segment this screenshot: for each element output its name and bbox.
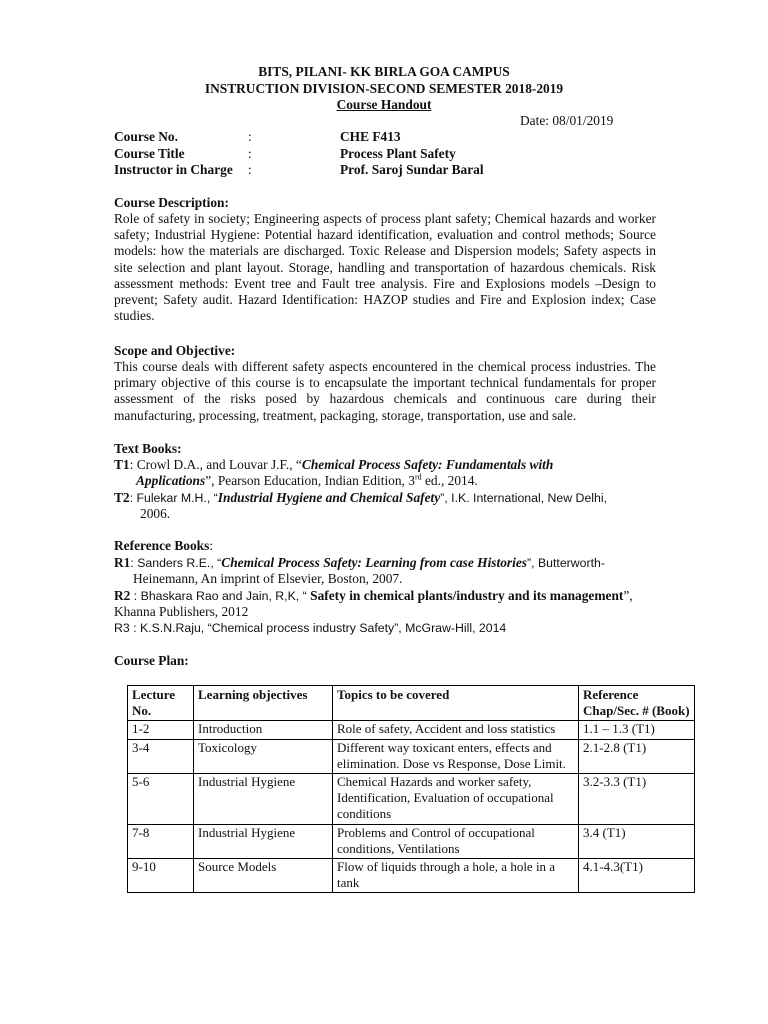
r1-pub2: Heinemann, An imprint of Elsevier, Boston, 2007. bbox=[133, 571, 403, 586]
cell-topics: Problems and Control of occupational conditions, Ventilations bbox=[333, 824, 579, 858]
reference-books-title: Reference Books bbox=[114, 538, 210, 553]
table-row bbox=[128, 824, 695, 858]
text-book-t1-cont bbox=[136, 473, 478, 489]
reference-r2 bbox=[114, 588, 633, 604]
reference-r2-cont bbox=[114, 604, 248, 620]
table-row bbox=[128, 739, 695, 773]
cell-objective: Industrial Hygiene bbox=[194, 824, 333, 858]
col-header-reference: Reference Chap/Sec. # (Book) bbox=[579, 686, 695, 721]
col-header-lecture: Lecture No. bbox=[128, 686, 194, 721]
cell-reference: 4.1-4.3(T1) bbox=[579, 859, 695, 893]
table-row bbox=[128, 774, 695, 825]
r1-authors: : Sanders R.E., “ bbox=[130, 556, 222, 570]
instructor-row bbox=[114, 162, 674, 179]
reference-r3: R3 : K.S.N.Raju, “Chemical process industry Safety”, McGraw-Hill, 2014 bbox=[114, 621, 507, 635]
division-heading: INSTRUCTION DIVISION-SECOND SEMESTER 2018-2019 bbox=[204, 81, 564, 96]
text-book-t2-cont bbox=[140, 506, 170, 522]
r1-pub: ”, Butterworth- bbox=[527, 556, 605, 570]
course-plan-title: Course Plan: bbox=[114, 653, 189, 668]
r2-authors: : Bhaskara Rao and Jain, R,K, “ bbox=[130, 589, 311, 603]
t1-sup: rd bbox=[414, 472, 422, 482]
r1-id: R1 bbox=[114, 555, 131, 570]
t1-authors: : Crowl D.A., and Louvar J.F., “ bbox=[129, 457, 302, 472]
t2-title: Industrial Hygiene and Chemical Safety bbox=[217, 490, 441, 505]
cell-topics: Different way toxicant enters, effects and elimination. Dose vs Response, Dose Limit. bbox=[333, 739, 579, 773]
cell-topics: Role of safety, Accident and loss statistics bbox=[333, 721, 579, 739]
r1-title: Chemical Process Safety: Learning from case Histories bbox=[221, 555, 528, 570]
description-text: Role of safety in society; Engineering aspects of process plant safety; Chemical hazards and worker safety; Industrial Hygiene: Potential hazard identification, evaluation and control methods; Source models: how the materials are discharged. Toxic Release and Dispersion models; Safety aspects in site selection and plant layout. Storage, handling and transportation of hazardous chemicals. Risk assessment methods: Event tree and Fault tree analysis. Fire and Explosions models –Design to prevent; Safety audit. Hazard Identification: HAZOP studies and Fire and Explosion index; Case studies. bbox=[114, 211, 656, 324]
institution-heading: BITS, PILANI- KK BIRLA GOA CAMPUS bbox=[258, 64, 510, 79]
cell-reference: 2.1-2.8 (T1) bbox=[579, 739, 695, 773]
reference-r1 bbox=[114, 555, 605, 571]
t1-title-a: Chemical Process Safety: Fundamentals with bbox=[301, 457, 554, 472]
r2-pub2: Khanna Publishers, 2012 bbox=[114, 604, 249, 619]
cell-lecture: 1-2 bbox=[128, 721, 194, 739]
course-no-label: Course No. bbox=[114, 129, 178, 144]
cell-lecture: 3-4 bbox=[128, 739, 194, 773]
course-title-row bbox=[114, 146, 674, 163]
cell-reference: 1.1 – 1.3 (T1) bbox=[579, 721, 695, 739]
t1-pub: ”, Pearson Education, Indian Edition, 3 bbox=[205, 473, 415, 488]
reference-books-colon: : bbox=[209, 538, 214, 553]
r2-title: Safety in chemical plants/industry and its management bbox=[310, 588, 624, 603]
t2-year: 2006. bbox=[140, 506, 171, 521]
text-book-t2 bbox=[114, 490, 607, 506]
course-no-row bbox=[114, 129, 674, 146]
table-row bbox=[128, 721, 695, 739]
cell-lecture: 5-6 bbox=[128, 774, 194, 825]
course-title-sep: : bbox=[248, 146, 252, 161]
description-title: Course Description: bbox=[114, 195, 229, 210]
course-title-label: Course Title bbox=[114, 146, 185, 161]
instructor-label: Instructor in Charge bbox=[114, 162, 233, 177]
t2-authors: : Fulekar M.H., “ bbox=[129, 491, 218, 505]
table-header-row bbox=[128, 686, 695, 721]
col-header-topics: Topics to be covered bbox=[333, 686, 579, 721]
reference-books-title-wrap bbox=[114, 538, 213, 554]
cell-objective: Toxicology bbox=[194, 739, 333, 773]
table-row bbox=[128, 859, 695, 893]
instructor-sep: : bbox=[248, 162, 252, 177]
doc-title: Course Handout bbox=[336, 97, 432, 112]
reference-r1-cont bbox=[133, 571, 402, 587]
cell-reference: 3.2-3.3 (T1) bbox=[579, 774, 695, 825]
cell-topics: Chemical Hazards and worker safety, Identification, Evaluation of occupational conditions bbox=[333, 774, 579, 825]
cell-lecture: 7-8 bbox=[128, 824, 194, 858]
cell-topics: Flow of liquids through a hole, a hole in a tank bbox=[333, 859, 579, 893]
t1-id: T1 bbox=[114, 457, 130, 472]
r2-pub: ”, bbox=[623, 588, 633, 603]
t2-pub: ”, I.K. International, New Delhi, bbox=[440, 491, 607, 505]
r2-id: R2 bbox=[114, 588, 131, 603]
scope-title: Scope and Objective: bbox=[114, 343, 236, 358]
t1-title-b: Applications bbox=[136, 473, 206, 488]
instructor-value: Prof. Saroj Sundar Baral bbox=[340, 162, 484, 177]
course-no-value: CHE F413 bbox=[340, 129, 401, 144]
text-books-title: Text Books: bbox=[114, 441, 182, 456]
t2-id: T2 bbox=[114, 490, 130, 505]
cell-objective: Industrial Hygiene bbox=[194, 774, 333, 825]
doc-title-wrap bbox=[0, 97, 768, 113]
cell-lecture: 9-10 bbox=[128, 859, 194, 893]
cell-objective: Introduction bbox=[194, 721, 333, 739]
course-title-value: Process Plant Safety bbox=[340, 146, 456, 161]
cell-reference: 3.4 (T1) bbox=[579, 824, 695, 858]
cell-objective: Source Models bbox=[194, 859, 333, 893]
text-book-t1 bbox=[114, 457, 553, 473]
handout-date: Date: 08/01/2019 bbox=[520, 113, 614, 128]
t1-pub-end: ed., 2014. bbox=[421, 473, 478, 488]
course-no-sep: : bbox=[248, 129, 252, 144]
col-header-objectives: Learning objectives bbox=[194, 686, 333, 721]
scope-text: This course deals with different safety aspects encountered in the chemical process industries. The primary objective of this course is to encapsulate the important technical fundamentals for proper assessment of the risks posed by hazardous chemicals and continuous care during their manufacturing, processing, treatment, packaging, storage, transportation, use and sale. bbox=[114, 359, 656, 423]
course-plan-table bbox=[127, 685, 695, 893]
